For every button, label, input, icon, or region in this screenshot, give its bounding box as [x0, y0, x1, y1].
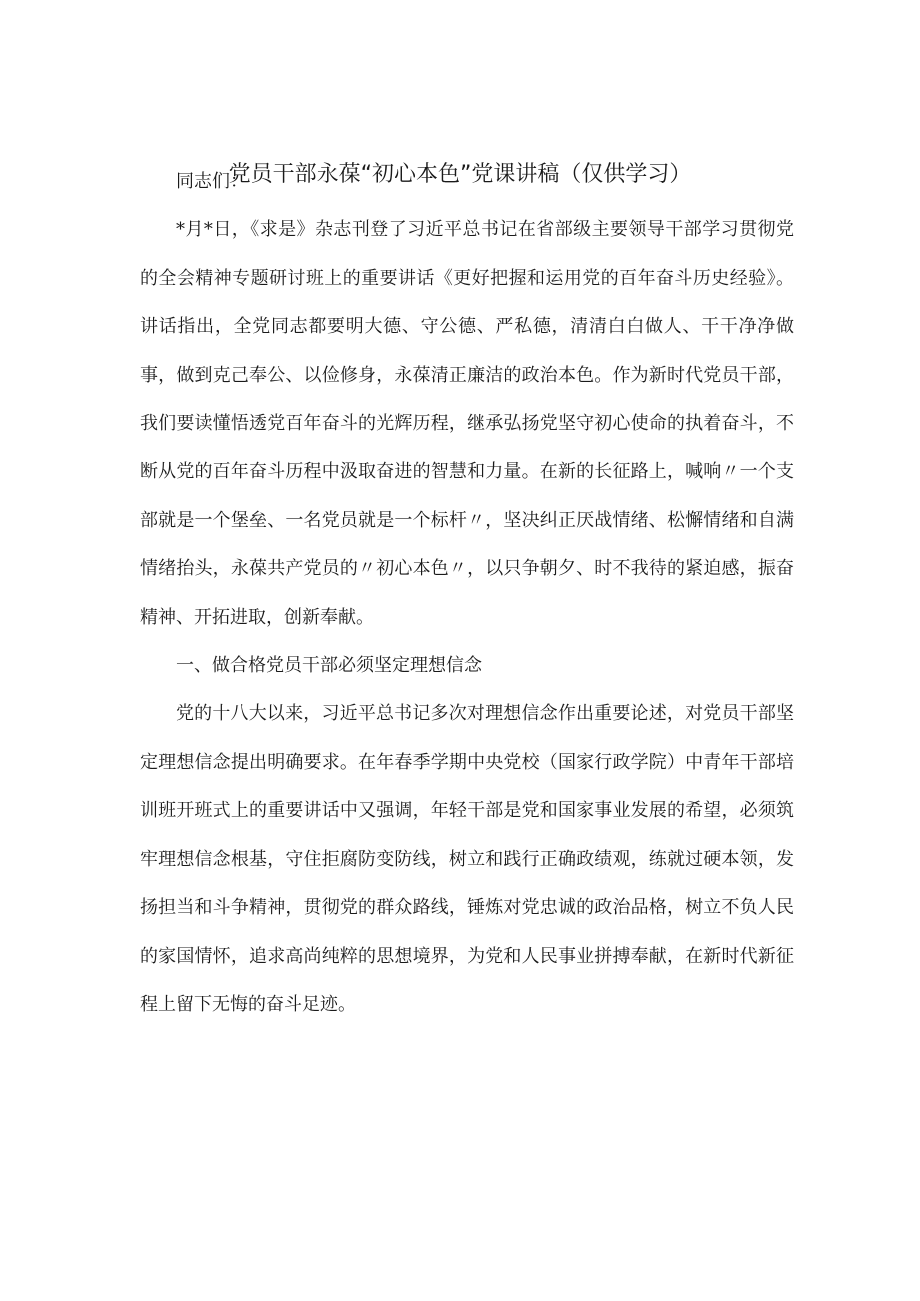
section-heading-1: 一、做合格党员干部必须坚定理想信念	[176, 655, 482, 677]
document-title: 党员干部永葆“初心本色”党课讲稿（仅供学习）	[228, 161, 692, 187]
salutation: 同志们：	[176, 171, 248, 192]
paragraph-section-1: 党的十八大以来，习近平总书记多次对理想信念作出重要论述，对党员干部坚定理想信念提出明确要求。在年春季学期中央党校（国家行政学院）中青年干部培训班开班式上的重要讲话中又强调，年轻干部是党和国家事业发展的希望，必须筑牢理想信念根基，守住拒腐防变防线，树立和践行正确政绩观，练就过硬本领，发扬担当和斗争精神，贯彻党的群众路线，锤炼对党忠诚的政治品格，树立不负人民的家国情怀，追求高尚纯粹的思想境界，为党和人民事业拼搏奉献，在新时代新征程上留下无悔的奋斗足迹。	[140, 703, 794, 1015]
paragraph-intro: *月*日，《求是》杂志刊登了习近平总书记在省部级主要领导干部学习贯彻党的全会精神专题研讨班上的重要讲话《更好把握和运用党的百年奋斗历史经验》。讲话指出，全党同志都要明大德、守公德、严私德，清清白白做人、干干净净做事，做到克己奉公、以俭修身，永葆清正廉洁的政治本色。作为新时代党员干部，我们要读懂悟透党百年奋斗的光辉历程，继承弘扬党坚守初心使命的执着奋斗，不断从党的百年奋斗历程中汲取奋进的智慧和力量。在新的长征路上，喊响〃一个支部就是一个堡垒、一名党员就是一个标杆〃，坚决纠正厌战情绪、松懈情绪和自满情绪抬头，永葆共产党员的〃初心本色〃，以只争朝夕、时不我待的紧迫感，振奋精神、开拓进取，创新奉献。	[140, 219, 794, 628]
document-body	[140, 158, 794, 1029]
